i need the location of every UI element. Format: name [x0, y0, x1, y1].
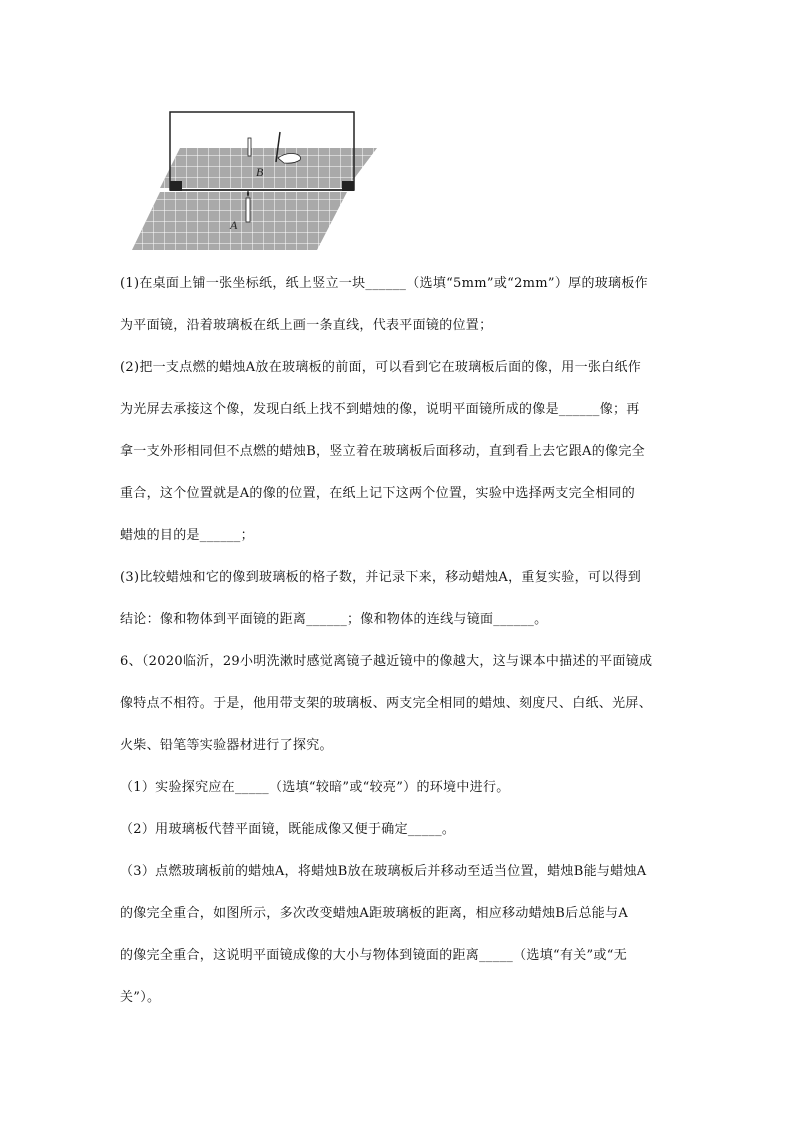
- text-line: 的像完全重合，如图所示，多次改变蜡烛A距玻璃板的距离，相应移动蜡烛B后总能与A: [120, 906, 629, 921]
- text-line: 拿一支外形相同但不点燃的蜡烛B，竖立着在玻璃板后面移动，直到看上去它跟A的像完全: [120, 444, 645, 459]
- candle-a: [246, 198, 250, 222]
- text-line: 为光屏去承接这个像，发现白纸上找不到蜡烛的像，说明平面镜所成的像是______像；再: [120, 402, 640, 417]
- text-line: 像特点不相符。于是，他用带支架的玻璃板、两支完全相同的蜡烛、刻度尺、白纸、光屏、: [120, 696, 653, 711]
- text-line: 蜡烛的目的是______；: [120, 528, 254, 543]
- text-line: 重合，这个位置就是A的像的位置，在纸上记下这两个位置，实验中选择两支完全相同的: [120, 486, 636, 501]
- text-line: (2)把一支点燃的蜡烛A放在玻璃板的前面，可以看到它在玻璃板后面的像，用一张白纸作: [120, 360, 642, 375]
- mirror-experiment-diagram: [120, 100, 390, 258]
- text-line: （1）实验探究应在_____（选填“较暗”或“较亮”）的环境中进行。: [120, 780, 510, 795]
- glass-plate-stand: [170, 181, 182, 191]
- text-line: (3)比较蜡烛和它的像到玻璃板的格子数，并记录下来，移动蜡烛A，重复实验，可以得到: [120, 570, 642, 585]
- text-line: 的像完全重合，这说明平面镜成像的大小与物体到镜面的距离_____（选填“有关”或“无: [120, 948, 628, 963]
- candle-b: [248, 138, 251, 156]
- text-line: 6、（2020临沂，29小明洗漱时感觉离镜子越近镜中的像越大，这与课本中描述的平面镜成: [120, 654, 653, 669]
- text-line: 火柴、铅笔等实验器材进行了探究。: [120, 738, 333, 753]
- label-b: B: [256, 165, 264, 179]
- text-line: （3）点燃玻璃板前的蜡烛A，将蜡烛B放在玻璃板后并移动至适当位置，蜡烛B能与蜡烛A: [120, 864, 647, 879]
- text-line: （2）用玻璃板代替平面镜，既能成像又便于确定_____。: [120, 822, 456, 837]
- text-line: 结论：像和物体到平面镜的距离______；像和物体的连线与镜面______。: [120, 612, 548, 627]
- label-a: A: [230, 218, 238, 232]
- text-line: 为平面镜，沿着玻璃板在纸上画一条直线，代表平面镜的位置；: [120, 318, 493, 333]
- experiment-figure: [120, 100, 390, 258]
- text-line: (1)在桌面上铺一张坐标纸，纸上竖立一块______（选填“5mm”或“2mm”）厚的玻璃板作: [120, 276, 648, 291]
- text-line: 关”）。: [120, 990, 161, 1005]
